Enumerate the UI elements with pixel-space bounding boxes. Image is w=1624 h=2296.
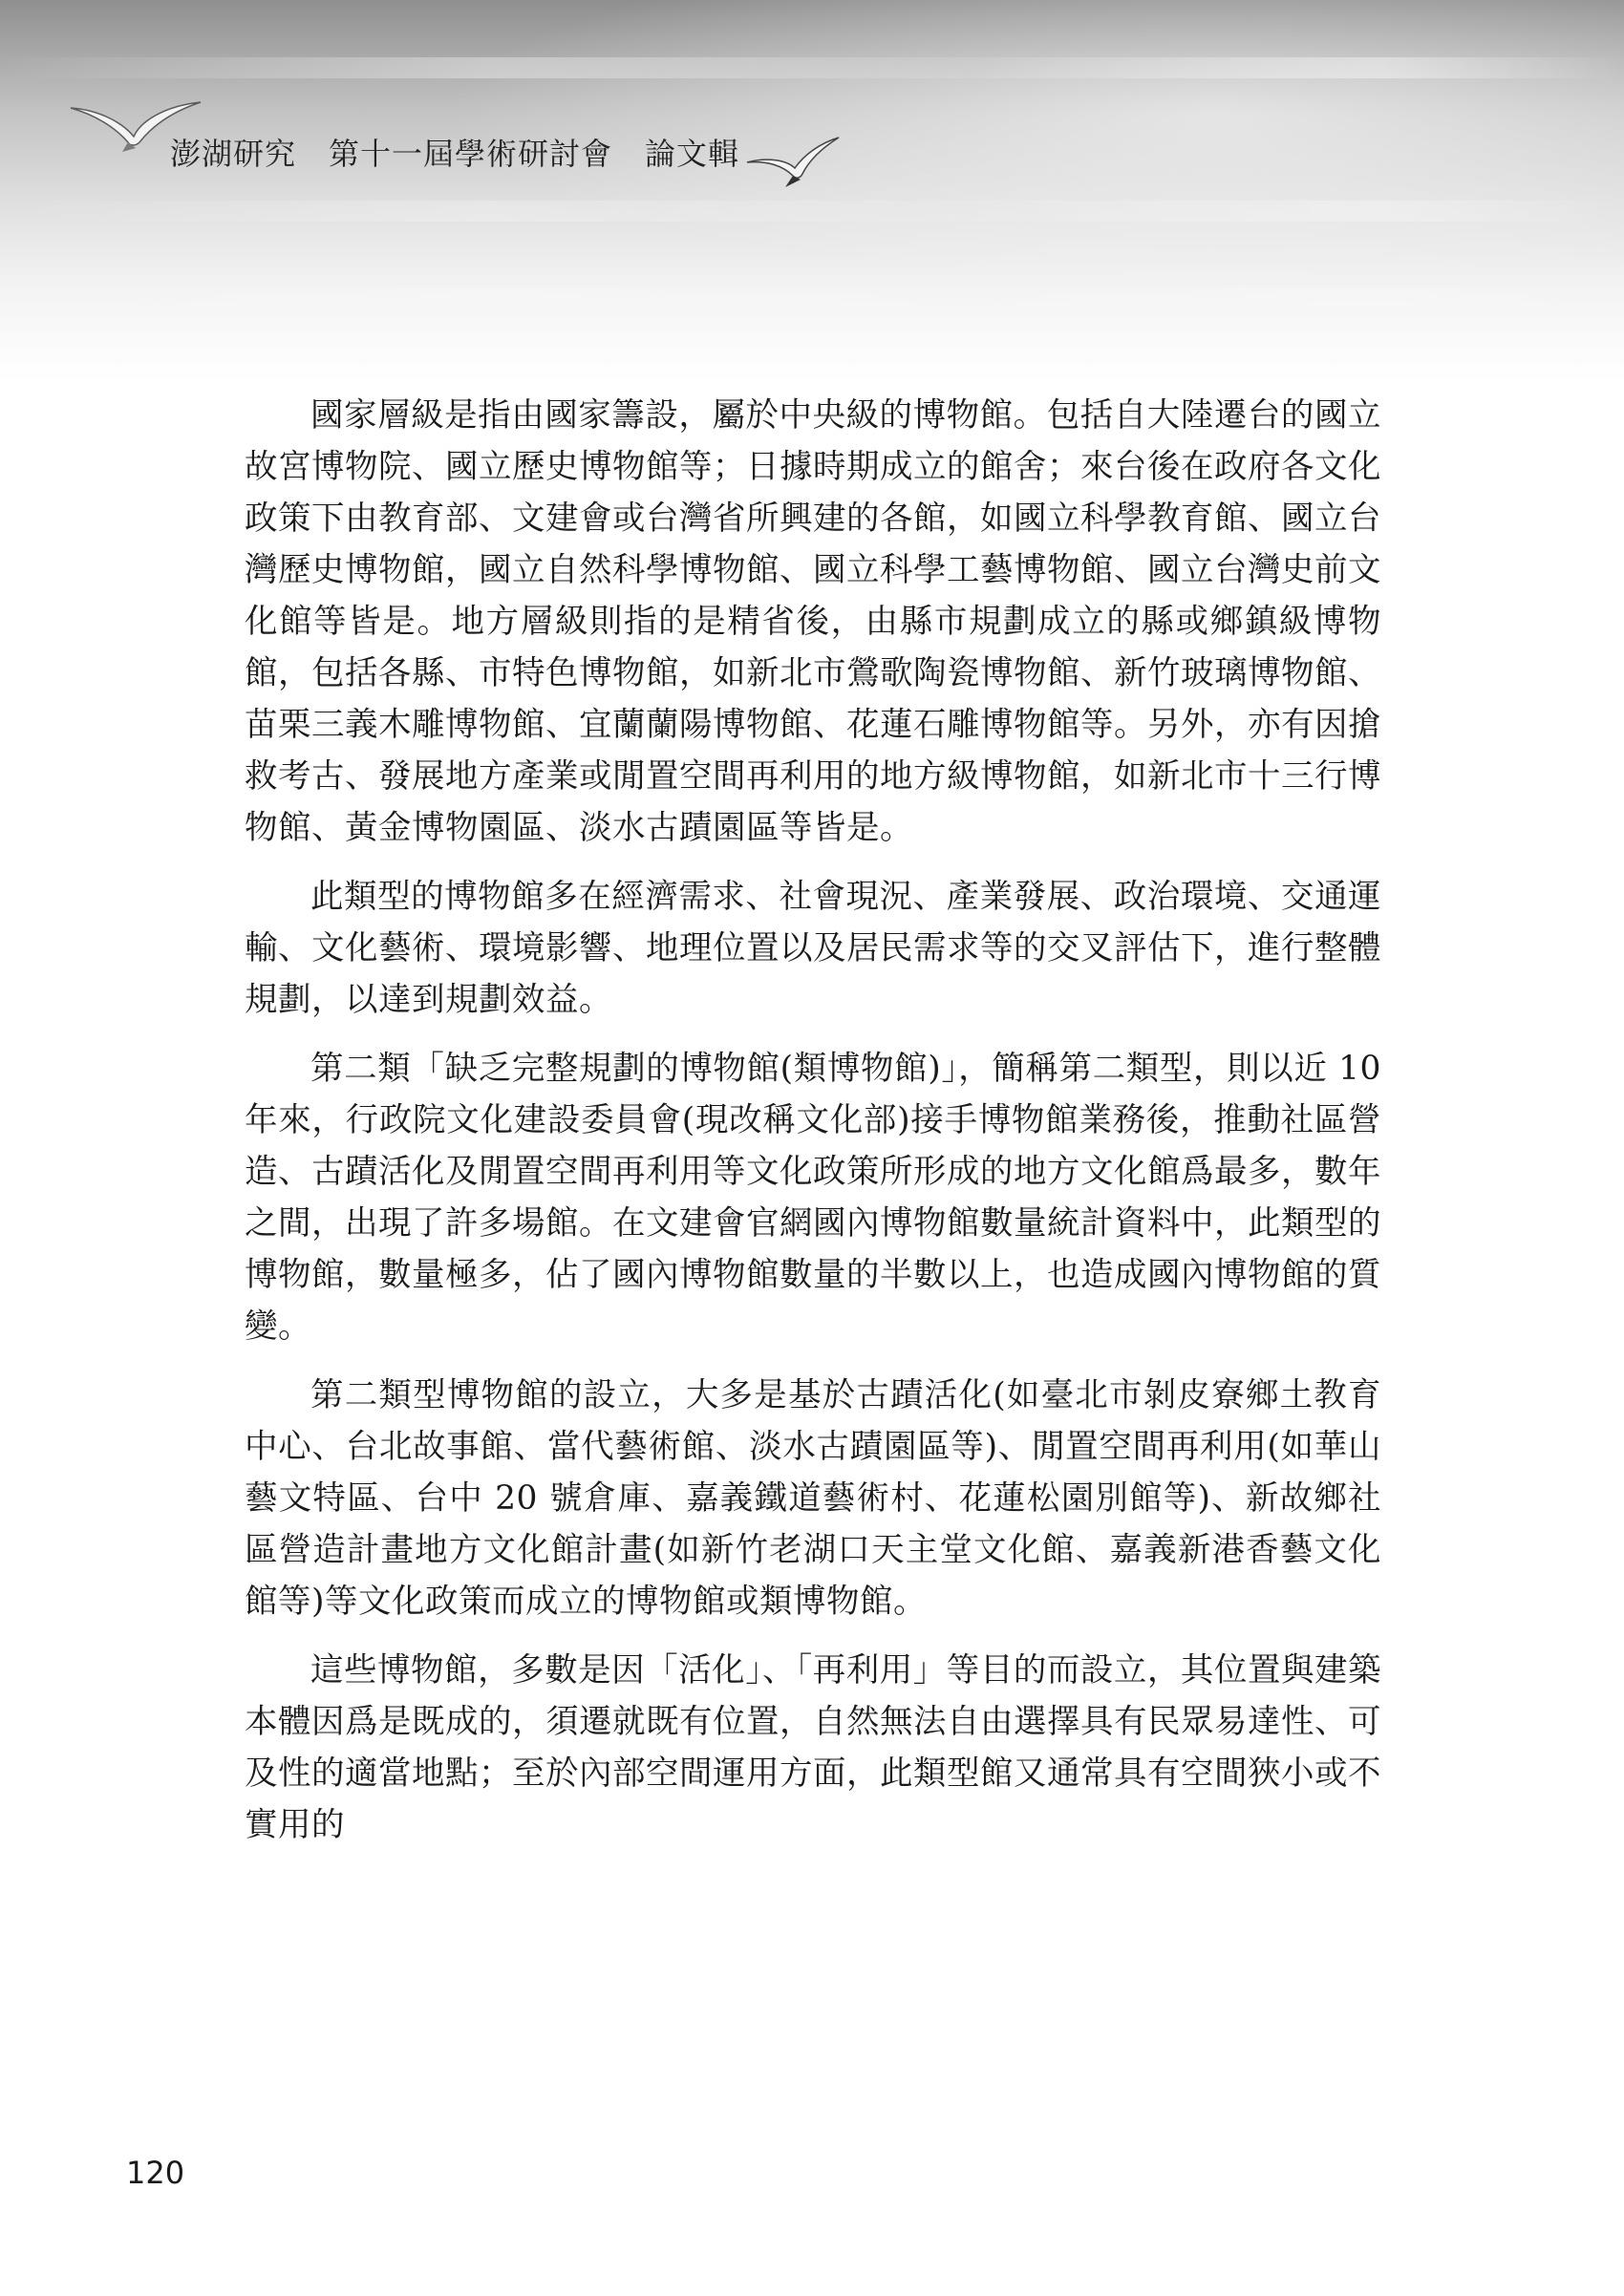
paragraph: 這些博物館，多數是因「活化」、「再利用」等目的而設立，其位置與建築本體因爲是既成的，須遷就既有位置，自然無法自由選擇具有民眾易達性、可及性的適當地點；至於內部空間運用方面，此類型館又通常具有空間狹小或不實用的 xyxy=(245,1651,1381,1844)
collection-name: 論文輯 xyxy=(645,136,740,172)
page-number: 120 xyxy=(126,2155,185,2191)
paragraph: 第二類型博物館的設立，大多是基於古蹟活化(如臺北市剝皮寮鄉土教育中心、台北故事館、當代藝術館、淡水古蹟園區等)、閒置空間再利用(如華山藝文特區、台中 20 號倉庫、嘉義鐵道藝術村、花蓮松園別館等)、新故鄉社區營造計畫地方文化館計畫(如新竹老湖口天主堂文化館、嘉義新港香藝文化館等)等文化政策而成立的博物館或類博物館。 xyxy=(245,1376,1381,1621)
paragraph: 國家層級是指由國家籌設，屬於中央級的博物館。包括自大陸遷台的國立故宮博物院、國立歷史博物館等；日據時期成立的館舍；來台後在政府各文化政策下由教育部、文建會或台灣省所興建的各館，如國立科學教育館、國立台灣歷史博物館，國立自然科學博物館、國立科學工藝博物館、國立台灣史前文化館等皆是。地方層級則指的是精省後，由縣市規劃成立的縣或鄉鎮級博物館，包括各縣、市特色博物館，如新北市鶯歌陶瓷博物館、新竹玻璃博物館、苗栗三義木雕博物館、宜蘭蘭陽博物館、花蓮石雕博物館等。另外，亦有因搶救考古、發展地方產業或閒置空間再利用的地方級博物館，如新北市十三行博物館、黃金博物園區、淡水古蹟園區等皆是。 xyxy=(245,396,1381,847)
header-title xyxy=(170,130,772,174)
cloud-streak xyxy=(0,57,1624,78)
header-banner xyxy=(0,0,1624,382)
paragraph: 第二類「缺乏完整規劃的博物館(類博物館)」，簡稱第二類型，則以近 10 年來，行政院文化建設委員會(現改稱文化部)接手博物館業務後，推動社區營造、古蹟活化及閒置空間再利用等文化政策所形成的地方文化館爲最多，數年之間，出現了許多場館。在文建會官網國內博物館數量統計資料中，此類型的博物館，數量極多，佔了國內博物館數量的半數以上，也造成國內博物館的質變。 xyxy=(245,1050,1381,1346)
seagull-icon xyxy=(745,134,841,191)
paragraph: 此類型的博物館多在經濟需求、社會現況、產業發展、政治環境、交通運輸、文化藝術、環境影響、地理位置以及居民需求等的交叉評估下，進行整體規劃，以達到規劃效益。 xyxy=(245,878,1381,1019)
cloud-streak xyxy=(0,287,1624,308)
cloud-streak xyxy=(0,201,1624,222)
article-body xyxy=(245,390,1381,1868)
journal-name: 澎湖研究 xyxy=(170,136,297,172)
conference-name: 第十一屆學術研討會 xyxy=(329,136,613,172)
